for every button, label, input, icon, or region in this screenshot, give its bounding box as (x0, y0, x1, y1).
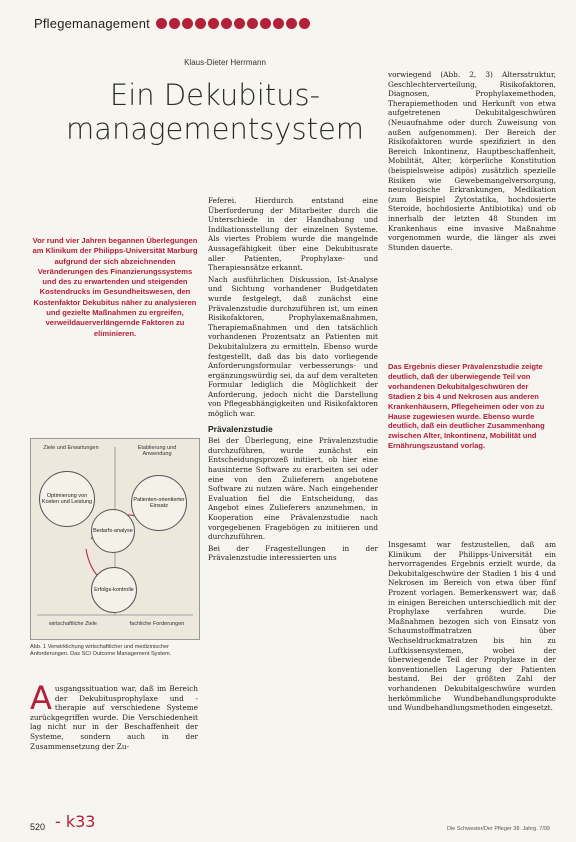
title-line-2: managementsystem (65, 112, 365, 146)
decorative-dot (195, 18, 206, 29)
page-number: 520 (30, 822, 46, 832)
highlight-paragraph: Das Ergebnis dieser Prävalenzstudie zeigte deutlich, daß der überwiegende Teil von vorhandenen Dekubitalgeschwüren der Stadien 2 bis 4 und Nekrosen aus anderen Krankenhäusern, Pflegeheimen oder von zu Hause zugewiesen wurde. Ebenso wurde deutlich, daß ein deutlicher Zusammenhang zwischen Alter, Inkontinenz, Mobilität und Ernährungszustand vorlag. (388, 362, 545, 451)
decorative-dot (156, 18, 167, 29)
column-1-text (30, 679, 198, 751)
decorative-dot (273, 18, 284, 29)
article-title (40, 78, 390, 146)
figure-circle-control: Erfolgs-kontrolle (91, 567, 137, 613)
figure-label-establishment: Etablierung und Anwendung (137, 445, 177, 457)
column-3-paragraph-2: Insgesamt war festzustellen, daß am Klinikum der Philipps-Universität ein hervorragendes Ergebnis erzielt wurde, da Dekubitalgeschwüre der Stadien 1 bis 4 und Nekrosen im Bereich von etwa über fünf Prozent vorlagen. Bemerkenswert war, daß in einigen Bereichen unterschiedlich mit der Prophylaxe verfahren wurde. Die Maßnahmen bezogen sich von Einsatz von Schaumstoffmatratzen über Wechseldruckmatratzen bis hin zu Luftkissensystemen, wobei der überwiegende Teil der Prophylaxe in der konventionellen Lagerung der Patienten bestand. Bei der größten Zahl der vorhandenen Dekubitalgeschwüre wurden herkömmliche Wundbehandlungsprodukte und Wundbehandlungsmethoden eingesetzt. (388, 540, 556, 713)
figure-circle-analysis: Bedarfs-analyse (91, 509, 135, 553)
figure-circle-patient: Patienten-orientierter Einsatz (131, 475, 187, 531)
figure-caption: Abb. 1 Verwirklichung wirtschaftlicher und medizinischer Anforderungen. Das SCI Outcome Management System. (30, 644, 172, 657)
figure-label-goals: Ziele und Erwartungen (43, 445, 99, 451)
column-3-paragraph-1: vorwiegend (Abb. 2, 3) Altersstruktur, Geschlechterverteilung, Risikofaktoren, Diagnosen, Prophylaxemethoden, Therapiemethoden und Herkunft von etwa aufgetretenen Dekubitalgeschwüren (Neuaufnahme oder durch Zuweisung von außen aufgenommen). Der Bereich der Risikofaktoren wurde spezifiziert in den Bereich Inkontinenz, Hauptbeschaffenheit, Mobilität, Alter, körperliche Konstitution (beispielsweise adipös) zusätzlich spezielle Risiken wie Gewebemangelversorgung, neurologische Erkrankungen, Medikation (zum Beispiel Zytostatika, hochdosierte Steroide, hochdosierte Antibiotika) und ob innerhalb der letzten 48 Stunden im Krankenhaus eine invasive Maßnahme vorgenommen wurde, die länger als zwei Stunden dauerte. (388, 70, 556, 252)
column-1-body: usgangssituation war, daß im Bereich der Dekubitusprophylaxe und -therapie auf verschiedene Systeme zurückgegriffen wurde. Die Verschiedenheit lag nicht nur in der Beschaffenheit der Systeme, sondern auch in der Zusammensetzung der Zu- (30, 684, 198, 751)
decorative-dot (221, 18, 232, 29)
decorative-dots (156, 18, 312, 29)
decorative-dot (234, 18, 245, 29)
decorative-dot (286, 18, 297, 29)
section-header (34, 16, 312, 31)
column-2-paragraph-3: Bei der Überlegung, eine Prävalenzstudie durchzuführen, wurde zunächst ein Entscheidungsprozeß initiiert, ob hier eine hausinterne Software zu erarbeiten sei oder eine von den Zulieferern angebotene Software zu nutzen wäre. Nach eingehender Evaluation fiel die Entscheidung, das Angebot eines Zulieferers anzunehmen, in Kooperation eine Prävalenzstudie nach vorgegebenen Fragebögen zu initiieren und durchzuführen. (208, 436, 378, 542)
figure-circle-optimization: Optimierung von Kosten und Leistung (39, 471, 95, 527)
column-2-text (208, 196, 378, 565)
decorative-dot (299, 18, 310, 29)
column-2-paragraph-1: Feferei. Hierdurch entstand eine Überforderung der Mitarbeiter durch die Unterschiede in der Handhabung und Indikationsstellung der einzelnen Systeme. Als viertes Problem wurde die mangelnde Aussagefähigkeit über eine Dekubitusrate aller Patienten, Prophylaxe- und Therapieansätze erkannt. (208, 196, 378, 273)
lead-paragraph: Vor rund vier Jahren begannen Überlegungen am Klinikum der Philipps-Universität Marburg aufgrund der sich abzeichnenden Veränderungen des Finanzierungssystems und des zu erwartenden und steigenden Kostendrucks im Gesundheitswesen, den Kostenfaktor Dekubitus näher zu analysieren und gezielte Maßnahmen zu ergreifen, verweildauerverlängernde Faktoren zu eliminieren. (32, 236, 198, 338)
decorative-dot (169, 18, 180, 29)
decorative-dot (208, 18, 219, 29)
decorative-dot (247, 18, 258, 29)
figure-diagram (30, 438, 200, 640)
author-name: Klaus-Dieter Herrmann (184, 58, 266, 67)
column-3-upper-text (388, 70, 556, 254)
figure-label-economic: wirtschaftliche Ziele (49, 621, 97, 627)
column-2-paragraph-2: Nach ausführlichen Diskussion, Ist-Analyse und Sichtung vorhandener Budgetdaten wurde festgelegt, daß zunächst eine Prävalenzstudie durchzuführen ist, um einen Risikofaktoren, Prophylaxemaßnahmen, Therapiemaßnahmen und den tatsächlich vorhandenen Prozentsatz an Patienten mit Dekubitalulzera zu ermitteln. Ebenso wurde festgestellt, daß das bis dato vorliegende Anforderungsformular verbesserungs- und ergänzungswürdig sei, da auf dem veralteten Formular lediglich die Möglichkeit der Anforderung, jedoch nicht die Darstellung von Pflegeabhängigkeiten und Risikofaktoren möglich war. (208, 274, 378, 419)
column-2-paragraph-4: Bei der Fragestellungen in der Prävalenzstudie interessierten uns (208, 543, 378, 563)
drop-cap: A (30, 679, 52, 717)
column-3-lower-text (388, 540, 556, 715)
title-line-1: Ein Dekubitus- (109, 78, 321, 112)
decorative-dot (260, 18, 271, 29)
subheading-prevalence-study: Prävalenzstudie (208, 423, 273, 434)
figure-label-professional: fachliche Forderungen (129, 621, 185, 627)
decorative-dot (182, 18, 193, 29)
journal-reference: Die Schwester/Der Pfleger 38. Jahrg. 7/99 (446, 826, 550, 832)
section-label: Pflegemanagement (34, 16, 150, 31)
handwritten-note: - k33 (55, 812, 96, 831)
